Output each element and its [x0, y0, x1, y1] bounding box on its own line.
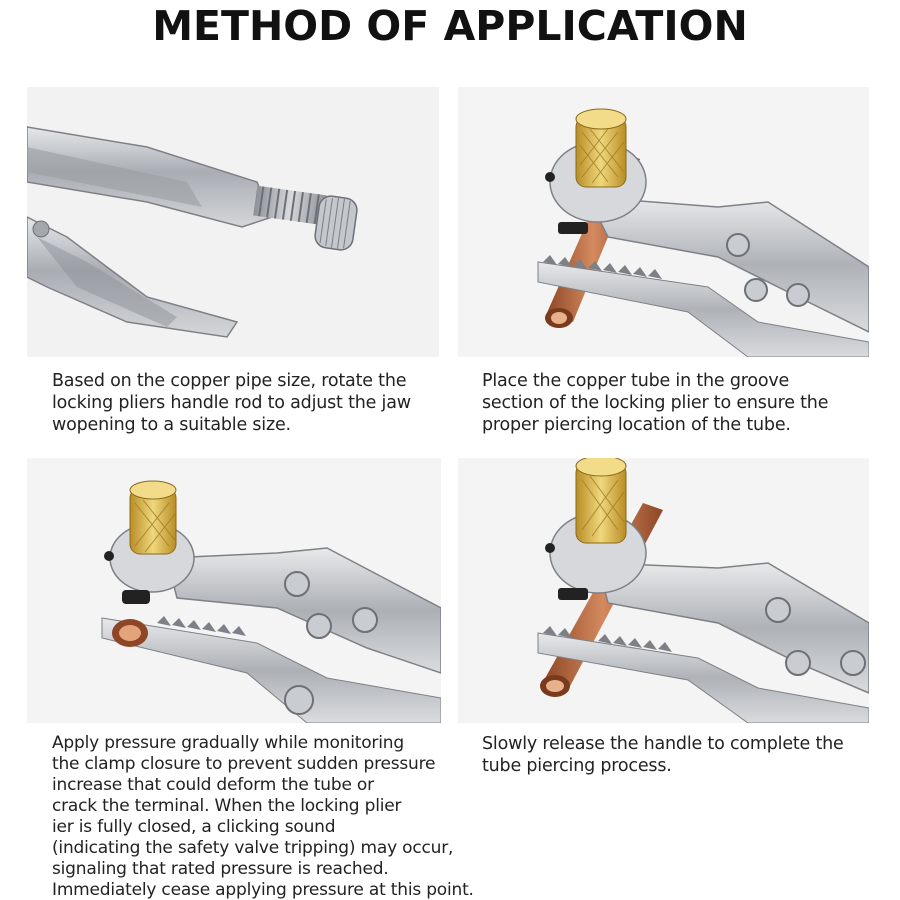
- caption-line: Place the copper tube in the groove: [482, 371, 790, 391]
- caption-line: tube piercing process.: [482, 756, 672, 776]
- step-4-image: [458, 458, 869, 723]
- caption-line: section of the locking plier to ensure the: [482, 393, 829, 413]
- step-1-image: [27, 87, 439, 357]
- step-2-caption: [482, 370, 882, 436]
- caption-line: locking pliers handle rod to adjust the jaw: [52, 393, 411, 413]
- caption-line: ier is fully closed, a clicking sound: [52, 817, 336, 837]
- release-handle-illustration: [458, 458, 869, 723]
- caption-line: (indicating the safety valve tripping) may occur,: [52, 838, 454, 858]
- apply-pressure-illustration: [27, 458, 441, 723]
- caption-line: wopening to a suitable size.: [52, 415, 291, 435]
- caption-line: increase that could deform the tube or: [52, 775, 374, 795]
- caption-line: Immediately cease applying pressure at this point.: [52, 880, 474, 900]
- caption-line: Apply pressure gradually while monitoring: [52, 733, 404, 753]
- caption-line: Based on the copper pipe size, rotate the: [52, 371, 407, 391]
- locking-pliers-screw-illustration: [27, 87, 439, 357]
- step-4-caption: [482, 733, 882, 777]
- tube-in-groove-illustration: [458, 87, 869, 357]
- page-title: METHOD OF APPLICATION: [152, 2, 748, 50]
- caption-line: proper piercing location of the tube.: [482, 415, 791, 435]
- caption-line: the clamp closure to prevent sudden pressure: [52, 754, 436, 774]
- step-3-caption: [52, 733, 472, 900]
- step-1-caption: [52, 370, 452, 436]
- caption-line: Slowly release the handle to complete the: [482, 734, 844, 754]
- step-3-image: [27, 458, 441, 723]
- caption-line: signaling that rated pressure is reached.: [52, 859, 389, 879]
- step-2-image: [458, 87, 869, 357]
- caption-line: crack the terminal. When the locking plier: [52, 796, 402, 816]
